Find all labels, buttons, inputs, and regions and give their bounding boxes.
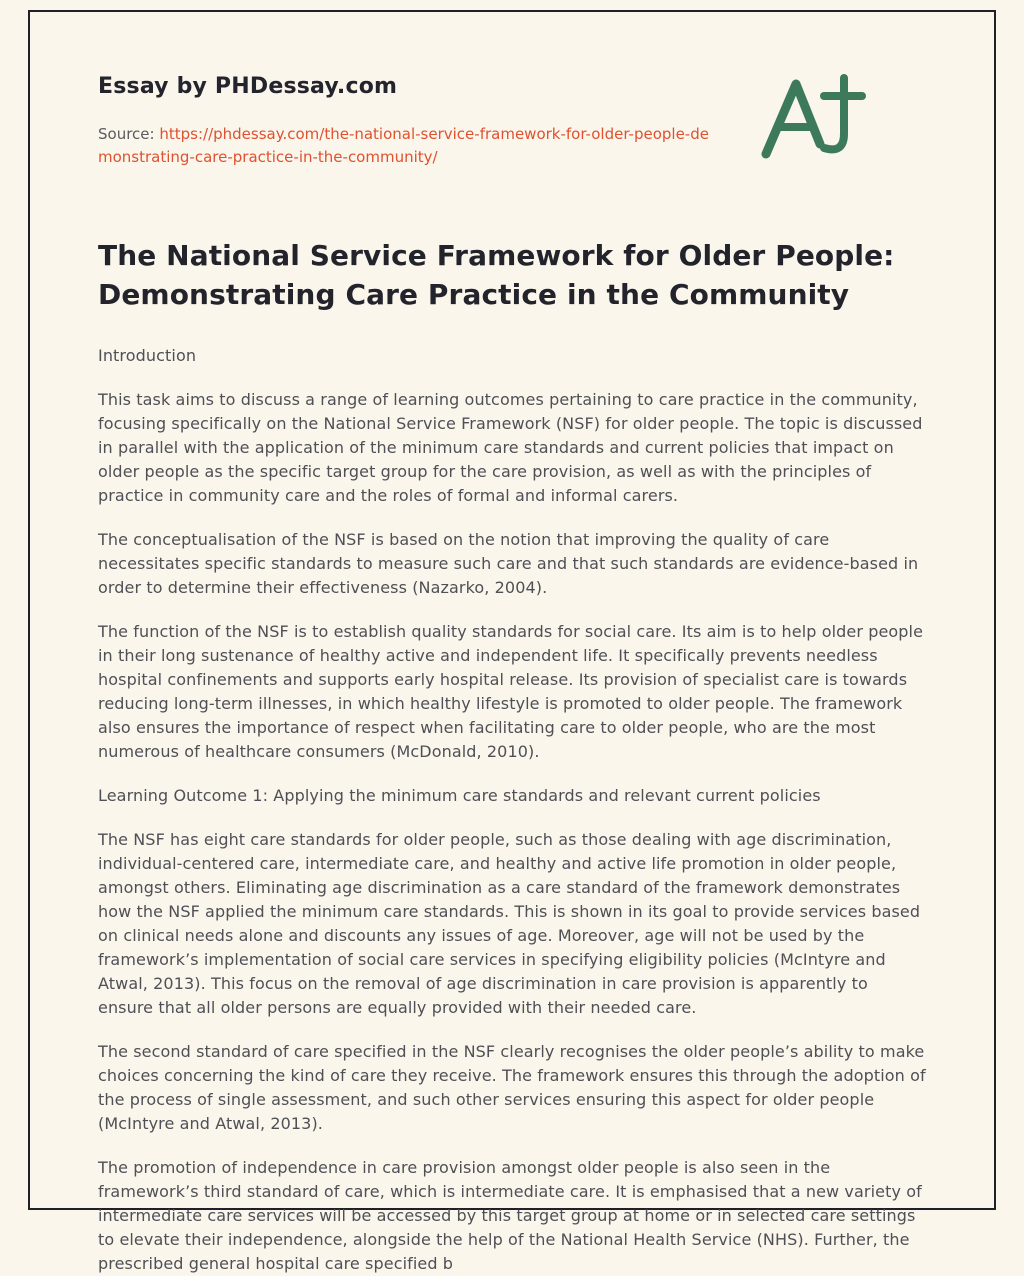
paragraph: The NSF has eight care standards for older people, such as those dealing with age discrimination, individual-centered care, intermediate care, and healthy and active life promotion in older people, amongst others. Eliminating age discrimination as a care standard of the framework demonstrates how the NSF applied the minimum care standards. This is shown in its goal to provide services based on clinical needs alone and discounts any issues of age. Moreover, age will not be used by the framework’s implementation of social care services in specifying eligibility policies (McIntyre and Atwal, 2013). This focus on the removal of age discrimination in care provision is apparently to ensure that all older persons are equally provided with their needed care. bbox=[98, 829, 921, 1017]
article-body bbox=[98, 344, 926, 1276]
source-line bbox=[98, 123, 718, 170]
essay-byline: Essay by PHDessay.com bbox=[98, 74, 398, 99]
source-url-link[interactable]: https://phdessay.com/the-national-service-framework-for-older-people-demonstrating-care-practice-in-the-community/ bbox=[98, 125, 709, 167]
paragraph-learning-outcome-heading: Learning Outcome 1: Applying the minimum care standards and relevant current policies bbox=[98, 785, 821, 805]
paragraph-introduction: Introduction bbox=[98, 345, 197, 365]
phdessay-logo-icon bbox=[758, 70, 868, 165]
article-title: The National Service Framework for Older People: Demonstrating Care Practice in the Community bbox=[98, 238, 895, 311]
document-page bbox=[28, 10, 996, 1273]
paragraph: The second standard of care specified in the NSF clearly recognises the older people’s ability to make choices concerning the kind of care they receive. The framework ensures this through the adoption of the process of single assessment, and such other services ensuring this aspect for older people (McIntyre and Atwal, 2013). bbox=[98, 1041, 926, 1133]
paragraph: This task aims to discuss a range of learning outcomes pertaining to care practice in the community, focusing specifically on the National Service Framework (NSF) for older people. The topic is discussed in parallel with the application of the minimum care standards and current policies that impact on older people as the specific target group for the care provision, as well as with the principles of practice in community care and the roles of formal and informal carers. bbox=[98, 389, 923, 505]
paragraph-truncated: The promotion of independence in care provision amongst older people is also seen in the framework’s third standard of care, which is intermediate care. It is emphasised that a new variety of intermediate care services will be accessed by this target group at home or in selected care settings to elevate their independence, alongside the help of the National Health Service (NHS). Further, the prescribed general hospital care specified b bbox=[98, 1157, 922, 1273]
paragraph: The conceptualisation of the NSF is based on the notion that improving the quality of care necessitates specific standards to measure such care and that such standards are evidence-based in order to determine their effectiveness (Nazarko, 2004). bbox=[98, 529, 919, 597]
document-header bbox=[98, 70, 926, 170]
paragraph: The function of the NSF is to establish quality standards for social care. Its aim is to help older people in their long sustenance of healthy active and independent life. It specifically prevents needless hospital confinements and supports early hospital release. Its provision of specialist care is towards reducing long-term illnesses, in which healthy lifestyle is promoted to older people. The framework also ensures the importance of respect when facilitating care to older people, who are the most numerous of healthcare consumers (McDonald, 2010). bbox=[98, 621, 924, 761]
source-label: Source: bbox=[98, 125, 155, 143]
